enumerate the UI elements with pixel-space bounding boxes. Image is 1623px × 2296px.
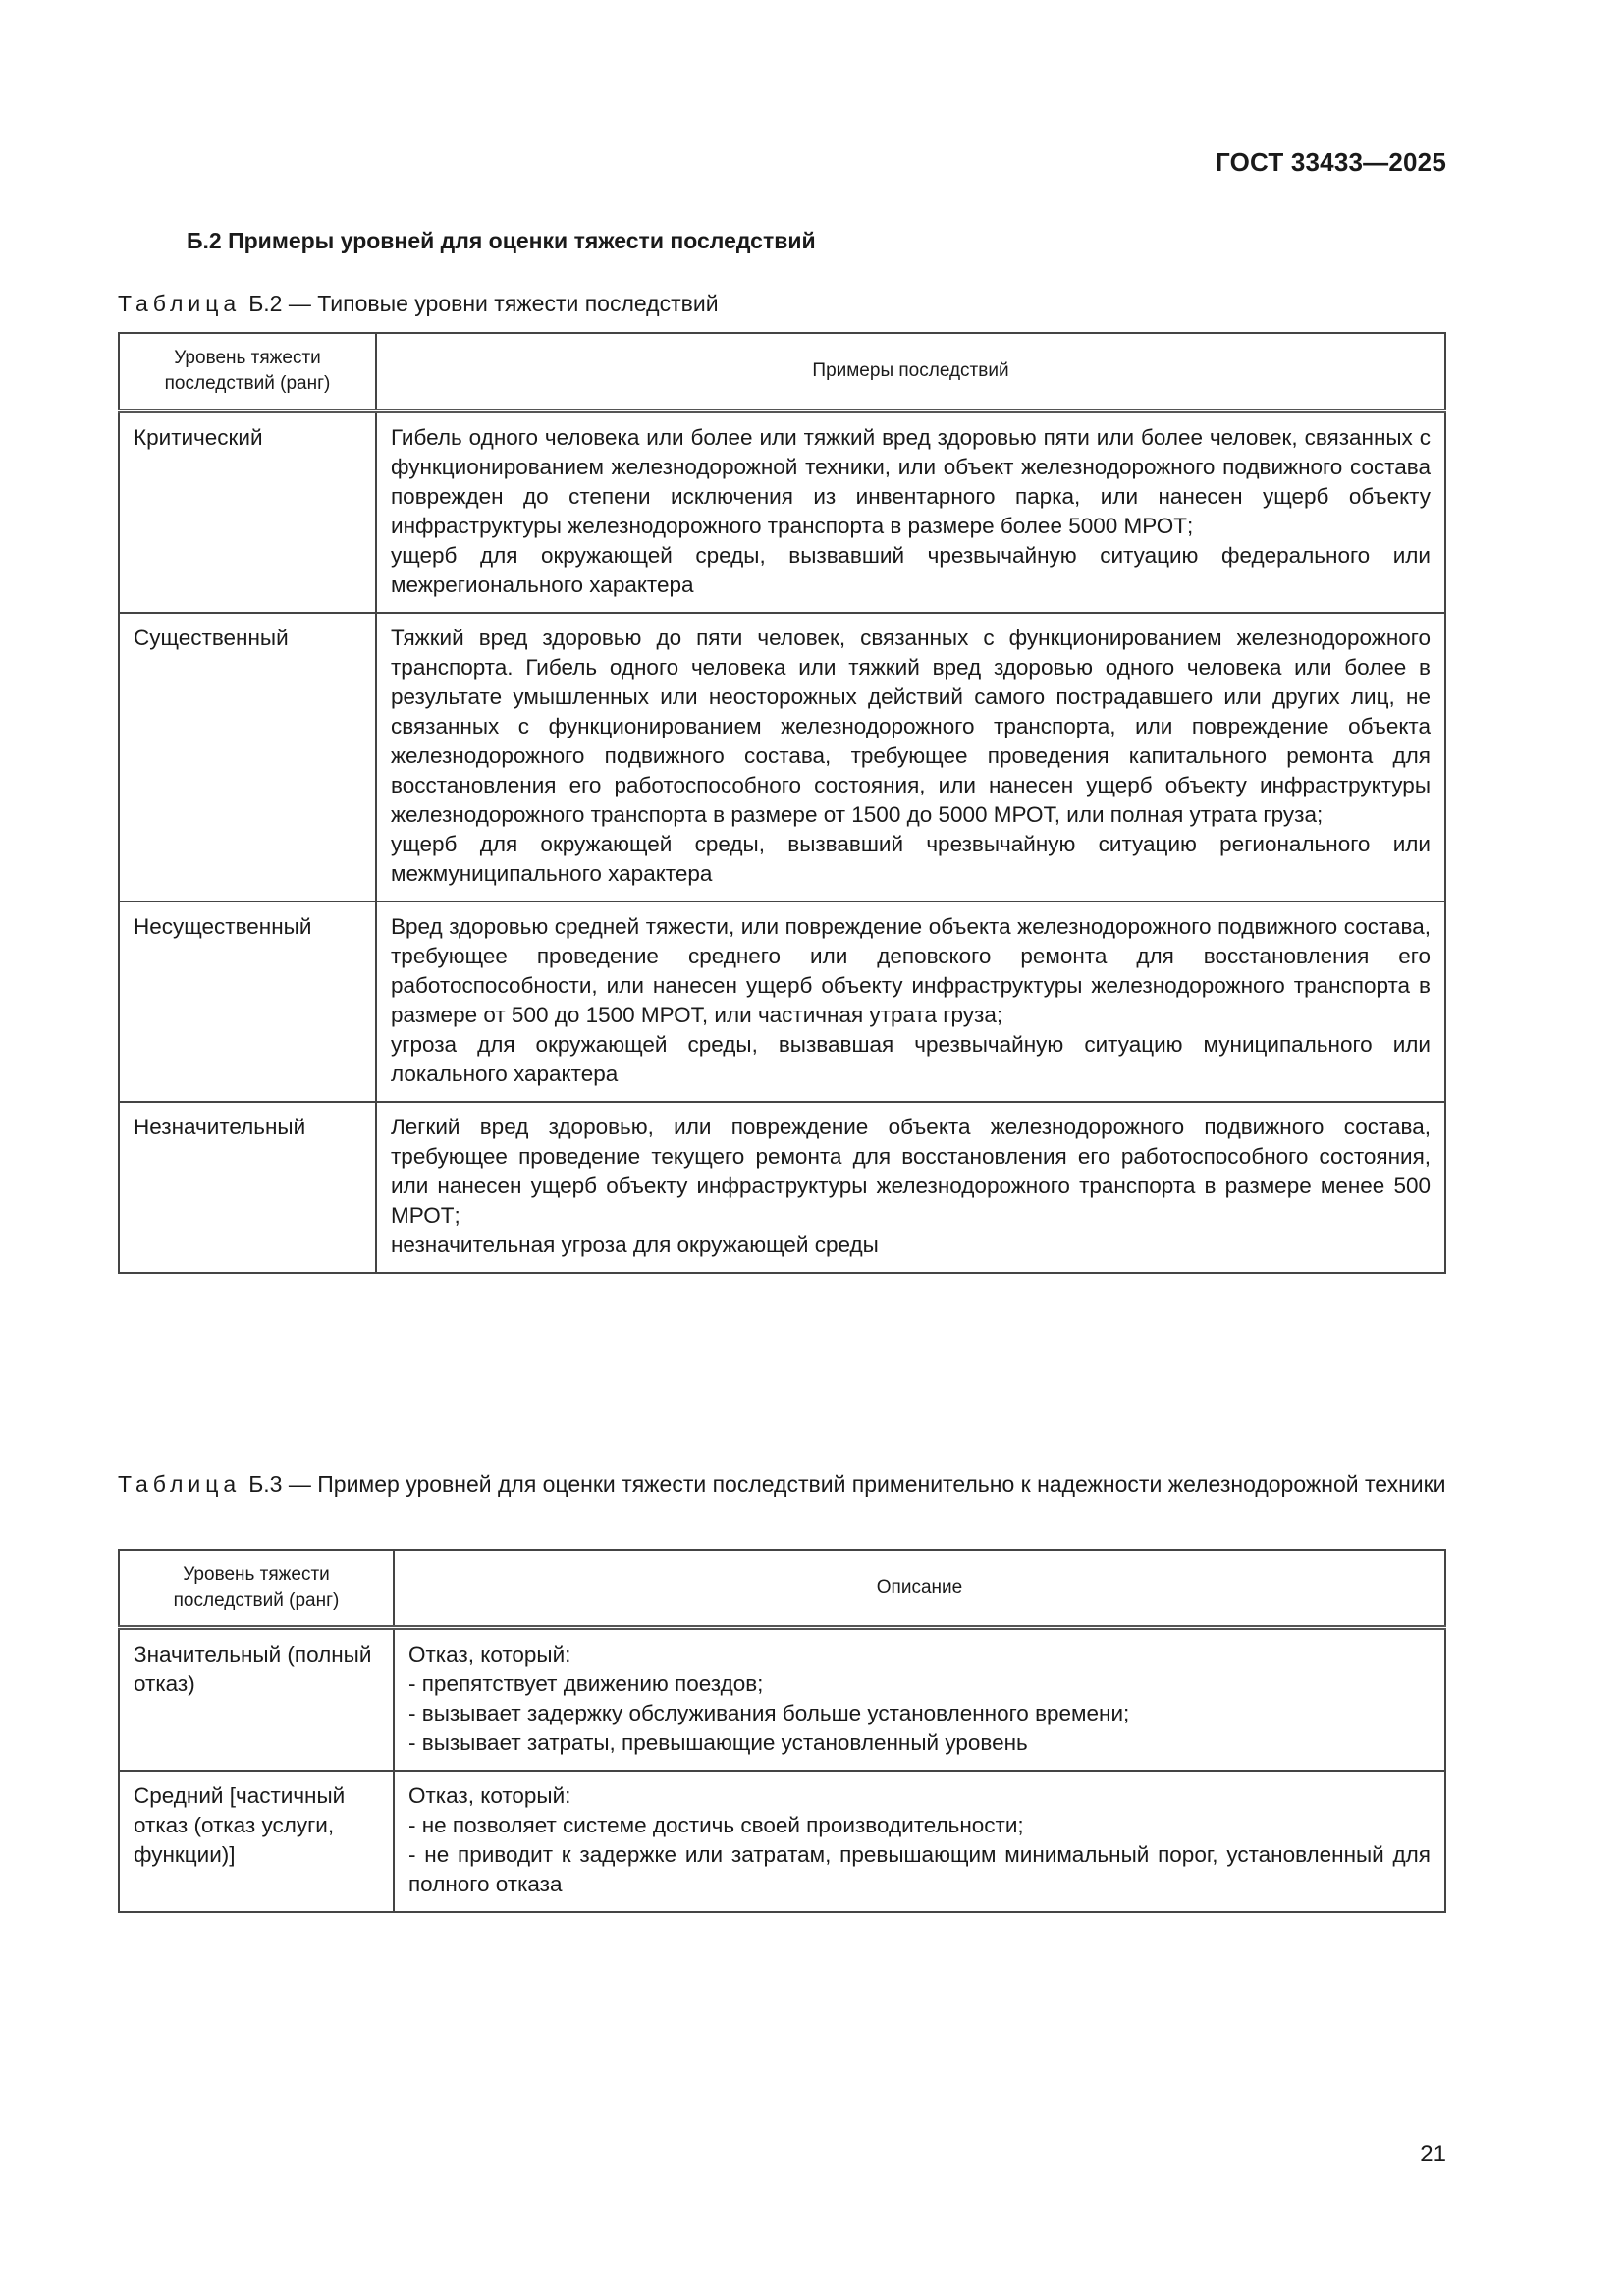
- severity-level-cell: Значительный (полный отказ): [119, 1628, 394, 1772]
- list-item: - не приводит к задержке или затратам, превышающим минимальный порог, установленный для полного отказа: [408, 1842, 1431, 1896]
- consequence-text: Гибель одного человека или более или тяжкий вред здоровью пяти или более человек, связанных с функционированием железнодорожной техники, или объект железнодорожного подвижного состава поврежден до степени исключения из инвентарного парка, или нанесен ущерб объекту инфраструктуры железнодорожного транспорта в размере более 5000 МРОТ;: [391, 425, 1431, 538]
- table-b3-caption-word: Таблица: [118, 1471, 242, 1497]
- table-b2-caption-text: Б.2 — Типовые уровни тяжести последствий: [248, 291, 719, 316]
- consequence-text: угроза для окружающей среды, вызвавшая чрезвычайную ситуацию муниципального или локального характера: [391, 1032, 1431, 1086]
- list-item: - не позволяет системе достичь своей производительности;: [408, 1813, 1024, 1837]
- table-row: [119, 1102, 1445, 1273]
- table-b2-caption-word: Таблица: [118, 291, 242, 316]
- consequence-text: Тяжкий вред здоровью до пяти человек, связанных с функционированием железнодорожного транспорта. Гибель одного человека или тяжкий вред здоровью одного человека или более в результате умышленных или неосторожных действий самого пострадавшего или других лиц, не связанных с функционированием железнодорожного транспорта, или повреждение объекта железнодорожного подвижного состава, требующее проведения капитального ремонта для восстановления его работоспособного состояния, или нанесен ущерб объекту инфраструктуры железнодорожного транспорта в размере от 1500 до 5000 МРОТ, или полная утрата груза;: [391, 626, 1431, 827]
- column-header-level: Уровень тяжести последствий (ранг): [119, 333, 376, 411]
- document-number-header: ГОСТ 33433—2025: [1216, 147, 1446, 177]
- table-row: [119, 902, 1445, 1102]
- page-number: 21: [1420, 2141, 1446, 2167]
- consequence-text: ущерб для окружающей среды, вызвавший чрезвычайную ситуацию федерального или межрегионального характера: [391, 543, 1431, 597]
- consequence-text: незначительная угроза для окружающей среды: [391, 1232, 879, 1257]
- table-b3-caption-text: Б.3 — Пример уровней для оценки тяжести последствий применительно к надежности железнодорожной техники: [248, 1471, 1446, 1497]
- failure-description-cell: [394, 1628, 1445, 1772]
- table-row: [119, 411, 1445, 614]
- list-item: - вызывает задержку обслуживания больше установленного времени;: [408, 1701, 1130, 1725]
- table-b3-caption: [118, 1469, 1446, 1500]
- consequence-examples-cell: [376, 1102, 1445, 1273]
- list-item: - вызывает затраты, превышающие установленный уровень: [408, 1730, 1028, 1755]
- severity-level-cell: Критический: [119, 411, 376, 614]
- table-header-row: [119, 1550, 1445, 1628]
- section-title: Б.2 Примеры уровней для оценки тяжести последствий: [187, 228, 816, 253]
- table-row: [119, 1628, 1445, 1772]
- failure-intro: Отказ, который:: [408, 1783, 571, 1808]
- severity-level-cell: Незначительный: [119, 1102, 376, 1273]
- consequence-examples-cell: [376, 411, 1445, 614]
- severity-level-cell: Средний [частичный отказ (отказ услуги, функции)]: [119, 1771, 394, 1912]
- consequence-examples-cell: [376, 613, 1445, 902]
- table-b2: [118, 332, 1446, 1274]
- table-b2-caption: [118, 289, 1446, 319]
- table-row: [119, 613, 1445, 902]
- column-header-examples: Примеры последствий: [376, 333, 1445, 411]
- list-item: - препятствует движению поездов;: [408, 1671, 764, 1696]
- consequence-text: ущерб для окружающей среды, вызвавший чрезвычайную ситуацию регионального или межмуниципального характера: [391, 832, 1431, 886]
- table-b3: [118, 1549, 1446, 1913]
- column-header-description: Описание: [394, 1550, 1445, 1628]
- column-header-level: Уровень тяжести последствий (ранг): [119, 1550, 394, 1628]
- failure-intro: Отказ, который:: [408, 1642, 571, 1667]
- failure-description-cell: [394, 1771, 1445, 1912]
- table-row: [119, 1771, 1445, 1912]
- consequence-text: Вред здоровью средней тяжести, или повреждение объекта железнодорожного подвижного состава, требующее проведение среднего или деповского ремонта для восстановления его работоспособности, или нанесен ущерб объекту инфраструктуры железнодорожного транспорта в размере от 500 до 1500 МРОТ, или частичная утрата груза;: [391, 914, 1431, 1027]
- severity-level-cell: Существенный: [119, 613, 376, 902]
- table-header-row: [119, 333, 1445, 411]
- consequence-examples-cell: [376, 902, 1445, 1102]
- consequence-text: Легкий вред здоровью, или повреждение объекта железнодорожного подвижного состава, требующее проведение текущего ремонта для восстановления его работоспособного состояния, или нанесен ущерб объекту инфраструктуры железнодорожного транспорта в размере менее 500 МРОТ;: [391, 1115, 1431, 1228]
- severity-level-cell: Несущественный: [119, 902, 376, 1102]
